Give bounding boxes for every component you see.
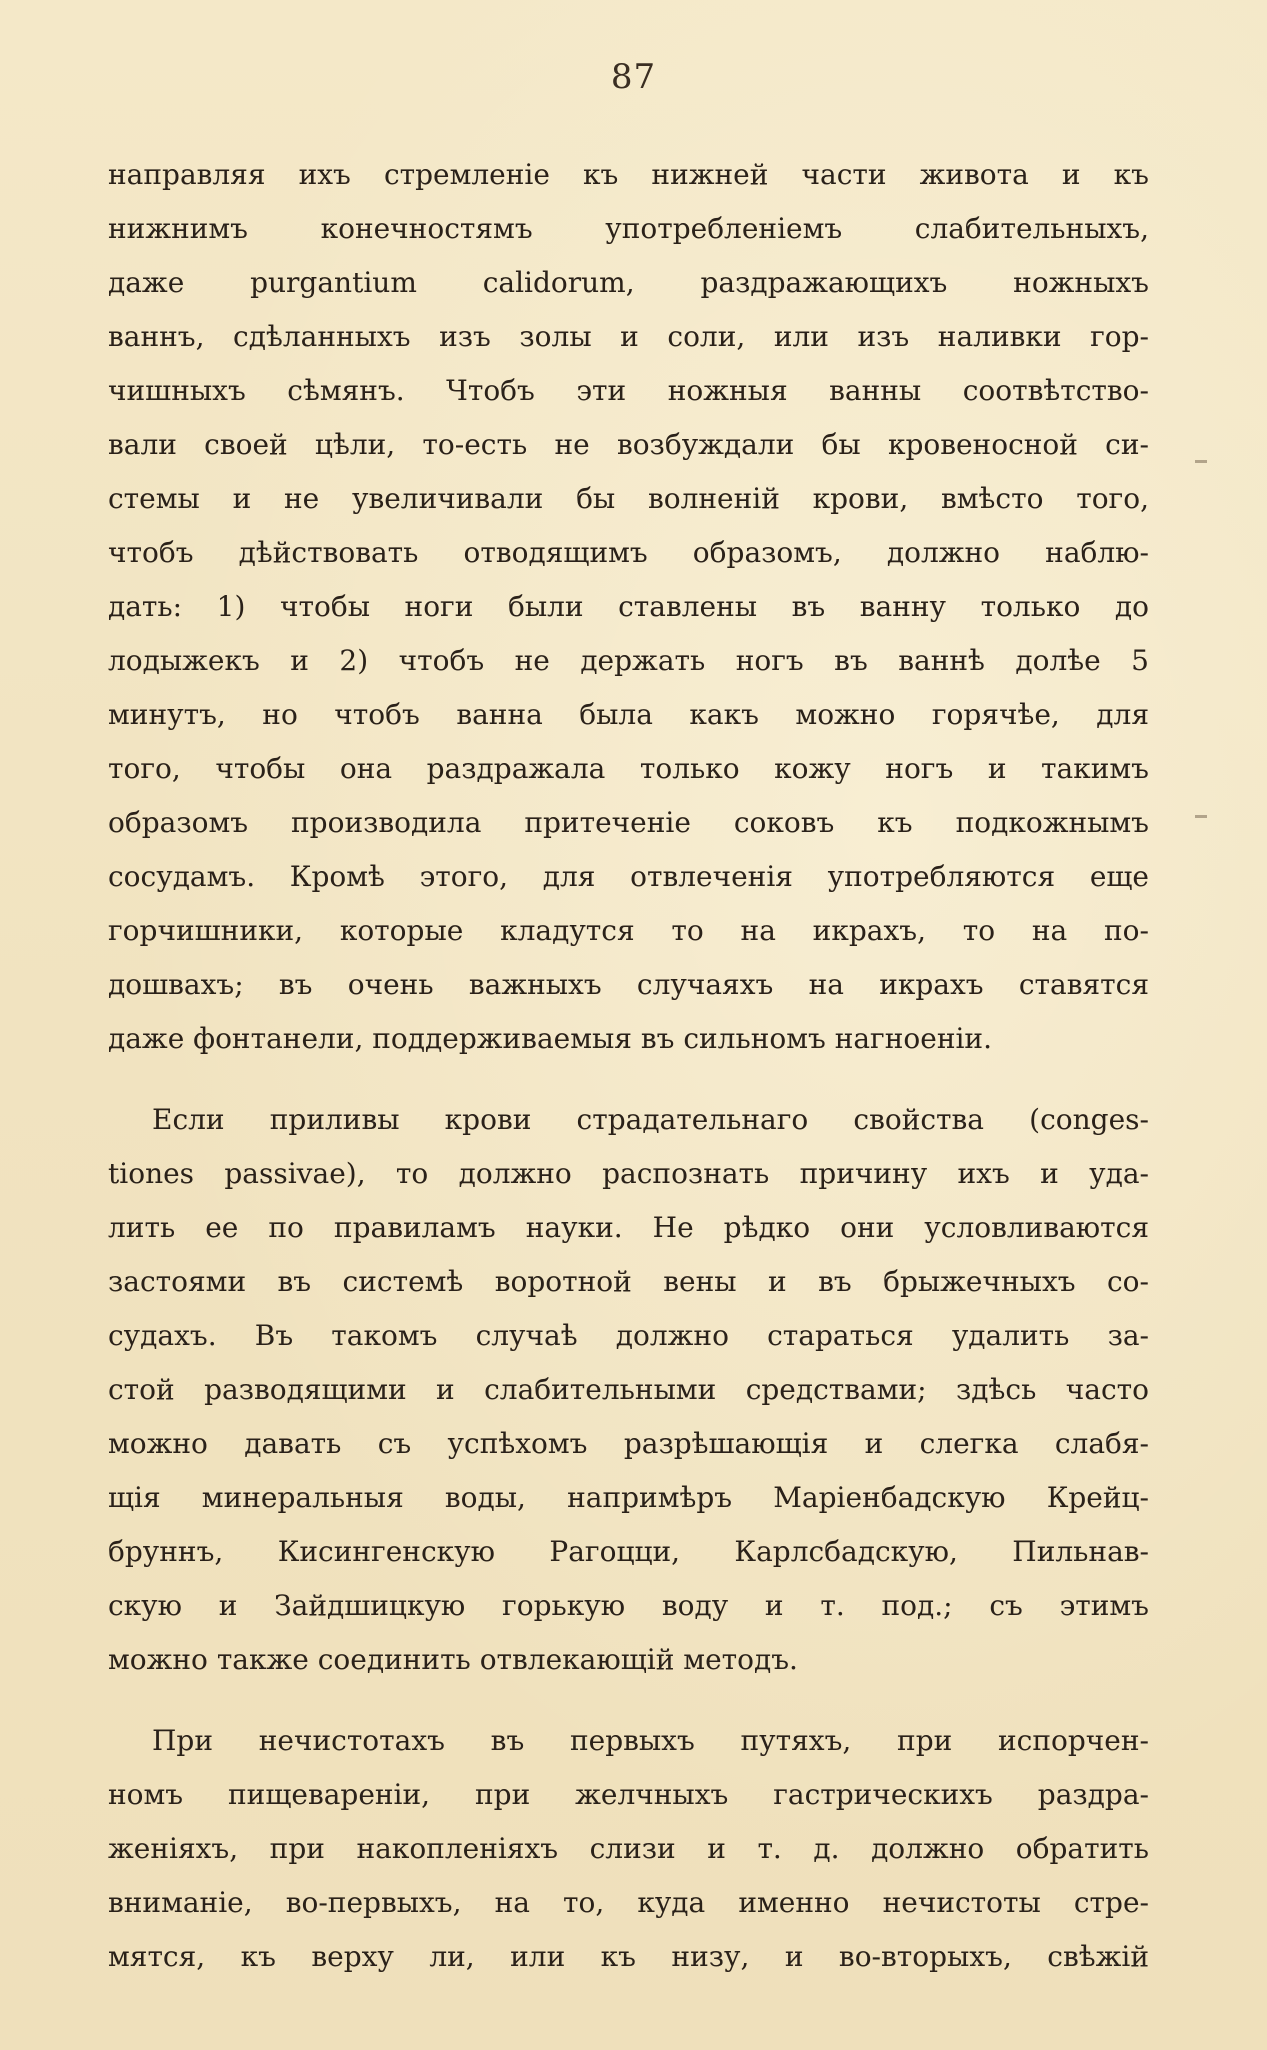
text-line: нижнимъ конечностямъ употребленіемъ слабительныхъ,	[108, 212, 1149, 245]
text-line: застоями въ системѣ воротной вены и въ брыжечныхъ со-	[108, 1265, 1149, 1298]
text-line: Если приливы крови страдательнаго свойства (conges-	[152, 1103, 1149, 1136]
text-line: стой разводящими и слабительными средствами; здѣсь часто	[108, 1373, 1149, 1406]
text-line: бруннъ, Кисингенскую Рагоцци, Карлсбадскую, Пильнав-	[108, 1535, 1149, 1568]
text-line: минутъ, но чтобъ ванна была какъ можно горячѣе, для	[108, 698, 1149, 731]
text-line: чишныхъ сѣмянъ. Чтобъ эти ножныя ванны соотвѣтство-	[108, 374, 1149, 407]
text-line: чтобъ дѣйствовать отводящимъ образомъ, должно наблю-	[108, 536, 1149, 569]
text-line: можно давать съ успѣхомъ разрѣшающія и слегка слабя-	[108, 1427, 1149, 1460]
page-number: 87	[610, 57, 657, 97]
text-line: ваннъ, сдѣланныхъ изъ золы и соли, или изъ наливки гор-	[108, 320, 1149, 353]
text-line: даже purgantium calidorum, раздражающихъ ножныхъ	[108, 266, 1149, 299]
text-line: скую и Зайдшицкую горькую воду и т. под.; съ этимъ	[108, 1589, 1149, 1622]
text-line: При нечистотахъ въ первыхъ путяхъ, при испорчен-	[152, 1724, 1149, 1757]
margin-mark	[1195, 460, 1207, 463]
text-line: дошвахъ; въ очень важныхъ случаяхъ на икрахъ ставятся	[108, 968, 1149, 1001]
text-line: образомъ производила притеченіе соковъ къ подкожнымъ	[108, 806, 1149, 839]
text-line: вали своей цѣли, то-есть не возбуждали бы кровеносной си-	[108, 428, 1149, 461]
paragraph-1	[108, 148, 1149, 1066]
text-line: лить ее по правиламъ науки. Не рѣдко они условливаются	[108, 1211, 1149, 1244]
text-line: номъ пищевареніи, при желчныхъ гастрическихъ раздра-	[108, 1778, 1149, 1811]
text-line: дать: 1) чтобы ноги были ставлены въ ванну только до	[108, 590, 1149, 623]
text-line: мятся, къ верху ли, или къ низу, и во-вторыхъ, свѣжій	[108, 1940, 1149, 1973]
text-line: направляя ихъ стремленіе къ нижней части живота и къ	[108, 158, 1149, 191]
paragraph-2	[108, 1093, 1149, 1687]
text-line: судахъ. Въ такомъ случаѣ должно стараться удалить за-	[108, 1319, 1149, 1352]
paragraph-3	[108, 1714, 1149, 1984]
text-line: вниманіе, во-первыхъ, на то, куда именно нечистоты стре-	[108, 1886, 1149, 1919]
margin-mark	[1195, 815, 1207, 818]
text-line: стемы и не увеличивали бы волненій крови, вмѣсто того,	[108, 482, 1149, 515]
text-line: щія минеральныя воды, напримѣръ Маріенбадскую Крейц-	[108, 1481, 1149, 1514]
text-line: женіяхъ, при накопленіяхъ слизи и т. д. должно обратить	[108, 1832, 1149, 1865]
text-line: того, чтобы она раздражала только кожу ногъ и такимъ	[108, 752, 1149, 785]
text-line: горчишники, которые кладутся то на икрахъ, то на по-	[108, 914, 1149, 947]
text-line: сосудамъ. Кромѣ этого, для отвлеченія употребляются еще	[108, 860, 1149, 893]
text-line: даже фонтанели, поддерживаемыя въ сильномъ нагноеніи.	[108, 1022, 992, 1055]
text-line: tiones passivae), то должно распознать причину ихъ и уда-	[108, 1157, 1149, 1190]
text-line: лодыжекъ и 2) чтобъ не держать ногъ въ ваннѣ долѣе 5	[108, 644, 1149, 677]
text-line: можно также соединить отвлекающій методъ.	[108, 1643, 798, 1676]
